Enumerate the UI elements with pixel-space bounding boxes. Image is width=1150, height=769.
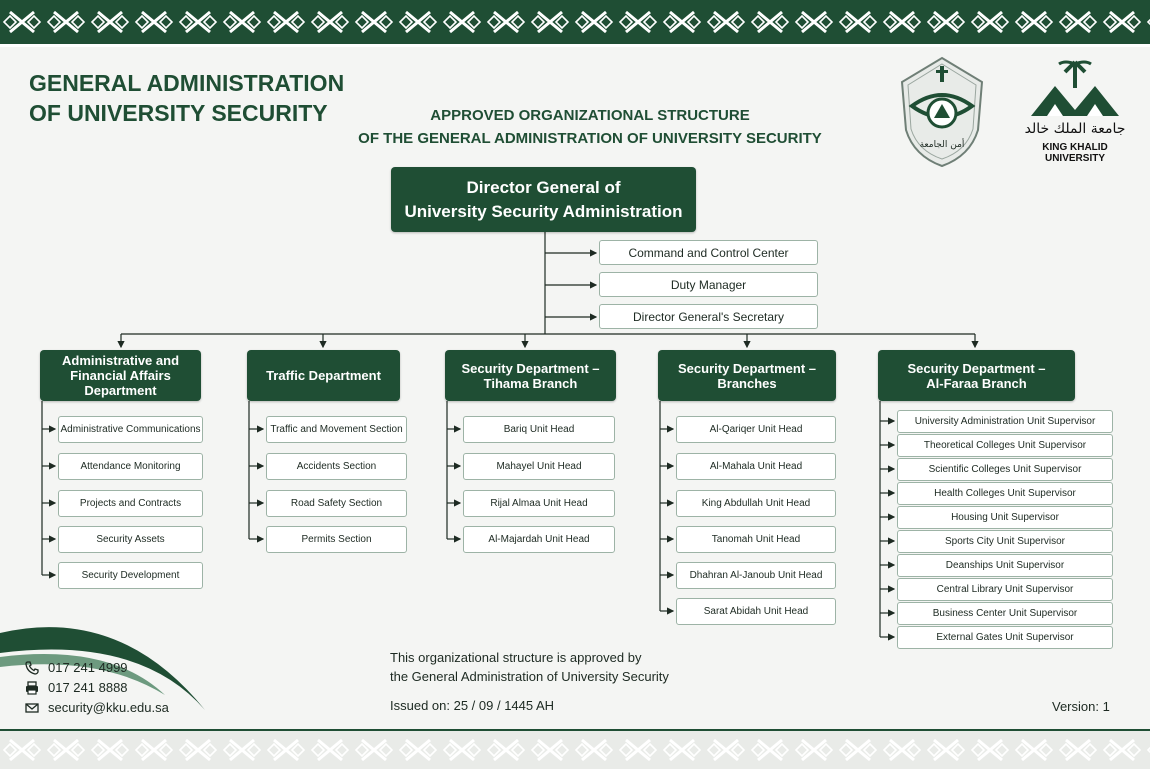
email-address[interactable]: security@kku.edu.sa — [48, 700, 169, 715]
unit-box: Business Center Unit Supervisor — [897, 602, 1113, 625]
staff-unit-duty-manager: Duty Manager — [599, 272, 818, 297]
department-traffic: Traffic Department — [247, 350, 400, 401]
unit-box: Housing Unit Supervisor — [897, 506, 1113, 529]
issued-date: Issued on: 25 / 09 / 1445 AH — [390, 698, 555, 713]
bottom-pattern-band — [0, 729, 1150, 769]
staff-unit-secretary: Director General's Secretary — [599, 304, 818, 329]
phone-icon — [25, 661, 39, 675]
unit-box: Al-Qariqer Unit Head — [676, 416, 836, 443]
unit-box: Health Colleges Unit Supervisor — [897, 482, 1113, 505]
unit-box: Projects and Contracts — [58, 490, 203, 517]
contact-fax — [25, 680, 128, 695]
unit-box: Accidents Section — [266, 453, 407, 480]
staff-unit-command-control: Command and Control Center — [599, 240, 818, 265]
unit-box: Security Assets — [58, 526, 203, 553]
unit-box: Security Development — [58, 562, 203, 589]
contact-email — [25, 700, 169, 715]
unit-box: Deanships Unit Supervisor — [897, 554, 1113, 577]
fax-icon — [25, 681, 39, 695]
contact-phone — [25, 660, 128, 675]
email-icon — [25, 701, 39, 715]
approved-line-1: APPROVED ORGANIZATIONAL STRUCTURE — [430, 107, 750, 124]
title-line-2: OF UNIVERSITY SECURITY — [29, 100, 328, 126]
phone-number[interactable]: 017 241 4999 — [48, 660, 128, 675]
unit-box: Al-Majardah Unit Head — [463, 526, 615, 553]
unit-box: University Administration Unit Supervisor — [897, 410, 1113, 433]
unit-box: Al-Mahala Unit Head — [676, 453, 836, 480]
unit-box: Central Library Unit Supervisor — [897, 578, 1113, 601]
unit-box: Traffic and Movement Section — [266, 416, 407, 443]
university-name-arabic: جامعة الملك خالد — [1024, 121, 1126, 137]
approval-line-2: the General Administration of University Security — [390, 669, 669, 684]
unit-box: Mahayel Unit Head — [463, 453, 615, 480]
security-emblem-text: أمن الجامعة — [919, 140, 965, 150]
fax-number[interactable]: 017 241 8888 — [48, 680, 128, 695]
unit-box: King Abdullah Unit Head — [676, 490, 836, 517]
unit-box: Theoretical Colleges Unit Supervisor — [897, 434, 1113, 457]
unit-box: Sarat Abidah Unit Head — [676, 598, 836, 625]
unit-box: Dhahran Al-Janoub Unit Head — [676, 562, 836, 589]
title-line-1: GENERAL ADMINISTRATION — [29, 70, 345, 96]
unit-box: Administrative Communications — [58, 416, 203, 443]
department-security-tihama: Security Department – Tihama Branch — [445, 350, 616, 401]
department-security-branches: Security Department – Branches — [658, 350, 836, 401]
director-general-box: Director General of University Security Administration — [391, 167, 696, 232]
unit-box: External Gates Unit Supervisor — [897, 626, 1113, 649]
department-admin-financial: Administrative and Financial Affairs Department — [40, 350, 201, 401]
unit-box: Rijal Almaa Unit Head — [463, 490, 615, 517]
university-name-english: KING KHALID UNIVERSITY — [1042, 142, 1108, 164]
pattern-ornament-light — [0, 731, 1150, 769]
unit-box: Tanomah Unit Head — [676, 526, 836, 553]
unit-box: Sports City Unit Supervisor — [897, 530, 1113, 553]
approval-line-1: This organizational structure is approved by — [390, 650, 642, 665]
unit-box: Permits Section — [266, 526, 407, 553]
unit-box: Attendance Monitoring — [58, 453, 203, 480]
unit-box: Bariq Unit Head — [463, 416, 615, 443]
version-label: Version: 1 — [1052, 699, 1110, 714]
department-security-alfaraa: Security Department – Al-Faraa Branch — [878, 350, 1075, 401]
approval-statement — [390, 648, 669, 686]
approved-line-2: OF THE GENERAL ADMINISTRATION OF UNIVERSITY SECURITY — [358, 130, 822, 147]
unit-box: Road Safety Section — [266, 490, 407, 517]
unit-box: Scientific Colleges Unit Supervisor — [897, 458, 1113, 481]
